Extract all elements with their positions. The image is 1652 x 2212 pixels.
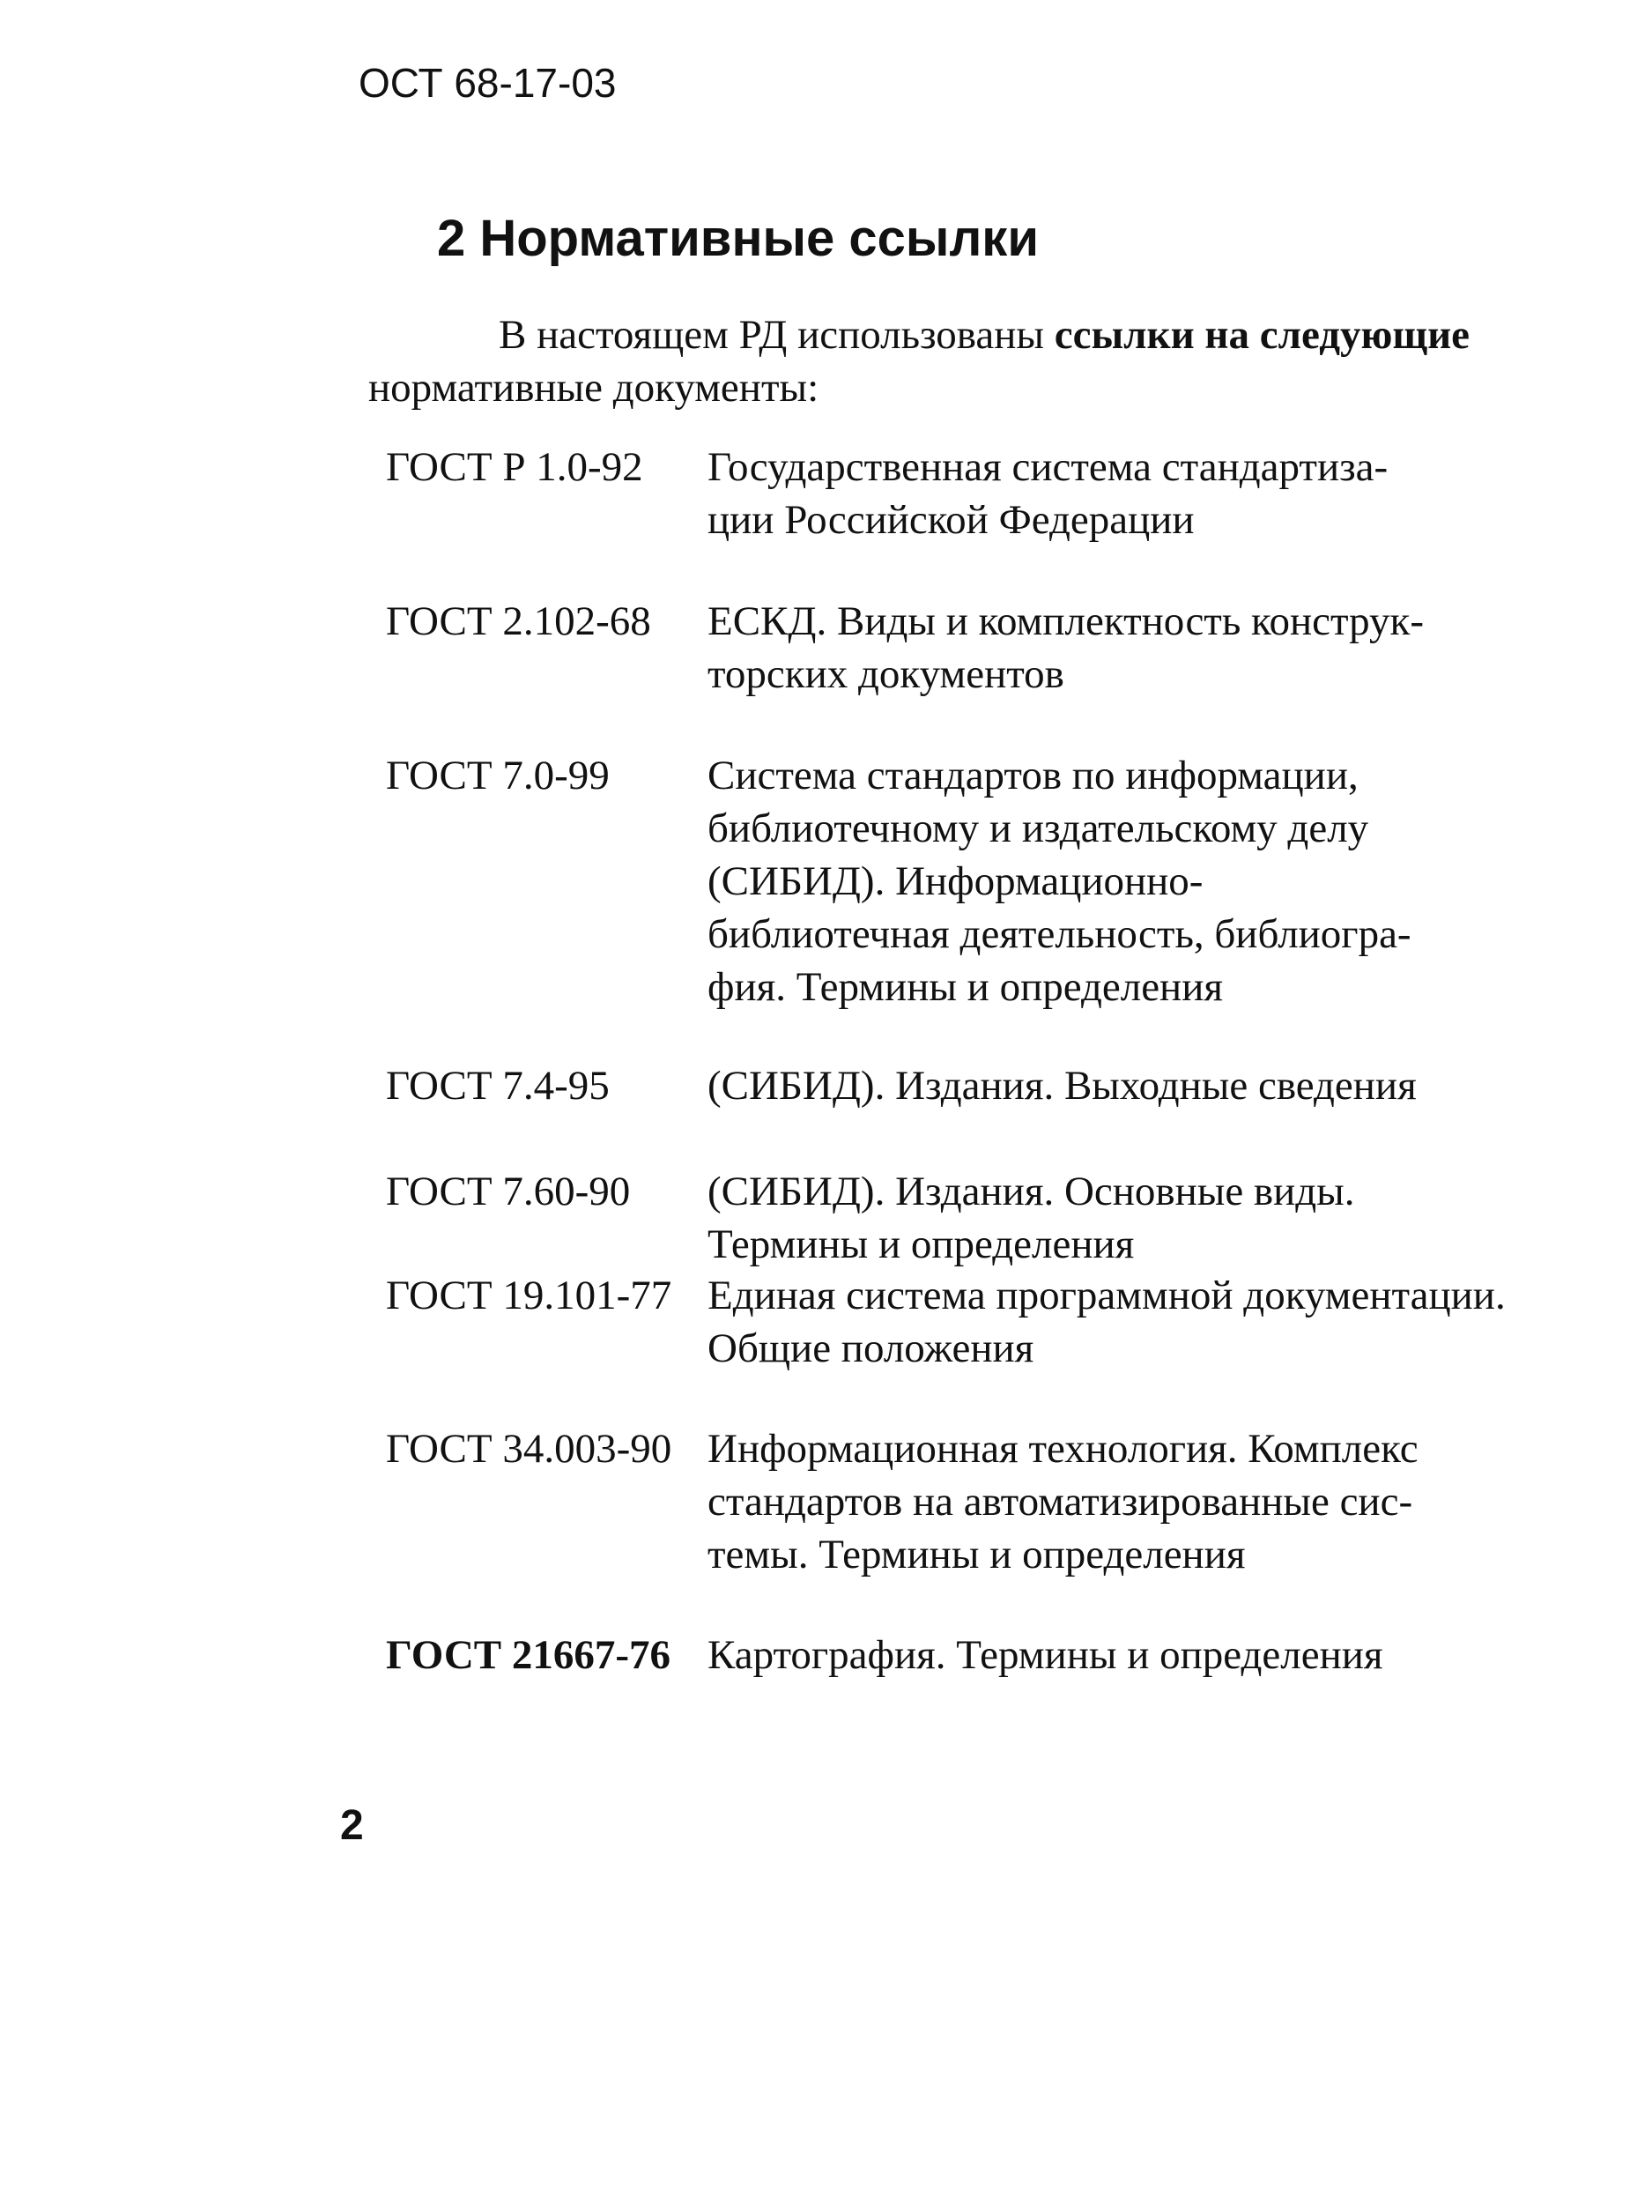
reference-title-line: стандартов на автоматизированные сис- <box>707 1479 1413 1525</box>
reference-title <box>707 441 1589 546</box>
reference-code: ГОСТ Р 1.0-92 <box>386 444 643 490</box>
intro-line-2: нормативные документы: <box>368 365 819 411</box>
reference-title-line: торских документов <box>707 651 1064 697</box>
reference-title-line: ЕСКД. Виды и комплектность конструк- <box>707 598 1424 644</box>
intro-strong-text: ссылки на следующие <box>1054 312 1471 358</box>
reference-title-line: (СИБИД). Издания. Основные виды. <box>707 1169 1355 1214</box>
reference-title-line: Государственная система стандартиза- <box>707 444 1389 490</box>
reference-title-line: (СИБИД). Информационно- <box>707 858 1204 904</box>
section-heading: 2 Нормативные ссылки <box>437 210 1039 267</box>
intro-text: В настоящем РД использованы <box>499 312 1055 358</box>
reference-title-line: Термины и определения <box>707 1221 1135 1267</box>
reference-title-line: библиотечная деятельность, библиогра- <box>707 911 1411 957</box>
page-number: 2 <box>340 1802 364 1849</box>
reference-title-line: темы. Термины и определения <box>707 1532 1246 1577</box>
reference-title-line: библиотечному и издательскому делу <box>707 805 1369 851</box>
reference-title-line: Система стандартов по информации, <box>707 753 1359 798</box>
reference-title <box>707 1269 1589 1375</box>
document-code: ОСТ 68-17-03 <box>359 60 617 106</box>
reference-code: ГОСТ 21667-76 <box>386 1632 671 1678</box>
reference-title <box>707 1422 1589 1581</box>
reference-title <box>707 595 1589 701</box>
reference-title-line: Информационная технология. Комплекс <box>707 1426 1419 1472</box>
reference-code: ГОСТ 34.003-90 <box>386 1426 672 1472</box>
reference-title-line: ции Российской Федерации <box>707 497 1195 543</box>
reference-title-line: Единая система программной документации. <box>707 1273 1506 1318</box>
reference-title-line: (СИБИД). Издания. Выходные сведения <box>707 1063 1417 1109</box>
reference-title <box>707 1059 1589 1112</box>
reference-code: ГОСТ 7.4-95 <box>386 1063 610 1109</box>
reference-code: ГОСТ 7.0-99 <box>386 753 610 798</box>
reference-code: ГОСТ 7.60-90 <box>386 1169 631 1214</box>
reference-title-line: фия. Термины и определения <box>707 964 1223 1010</box>
reference-code: ГОСТ 19.101-77 <box>386 1273 672 1318</box>
reference-title <box>707 1165 1589 1271</box>
reference-title <box>707 1629 1589 1681</box>
reference-code: ГОСТ 2.102-68 <box>386 598 651 644</box>
reference-title <box>707 749 1589 1013</box>
reference-title-line: Картография. Термины и определения <box>707 1632 1383 1678</box>
reference-title-line: Общие положения <box>707 1325 1034 1371</box>
